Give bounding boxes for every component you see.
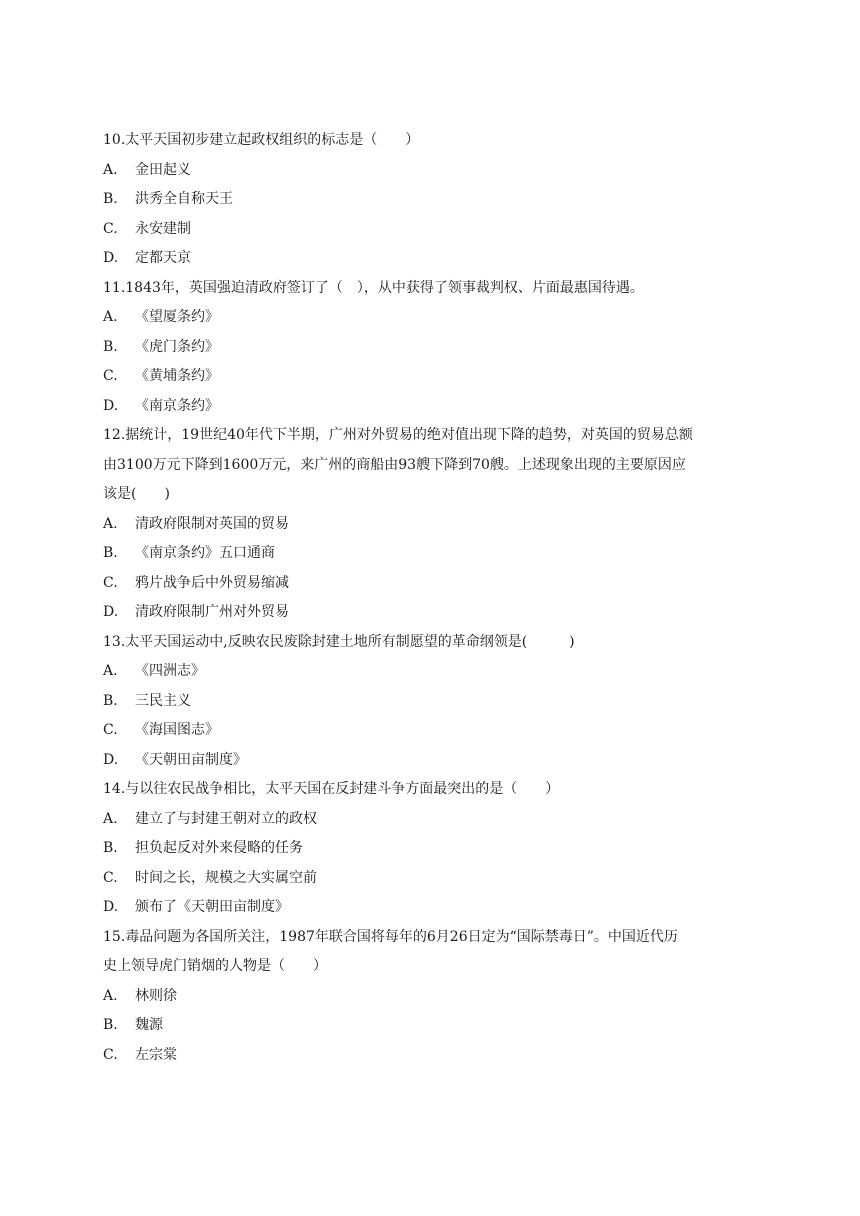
question-12-option-d bbox=[103, 598, 763, 628]
option-text: 建立了与封建王朝对立的政权 bbox=[135, 810, 317, 827]
question-13-option-b bbox=[103, 687, 763, 717]
option-letter: D. bbox=[103, 397, 119, 414]
option-letter: D. bbox=[103, 899, 119, 915]
question-11-option-a bbox=[103, 303, 763, 333]
question-11-option-d bbox=[103, 392, 763, 422]
option-letter: A. bbox=[103, 663, 118, 679]
option-letter: C. bbox=[103, 368, 118, 384]
question-11-stem: 11.1843年，英国强迫清政府签订了（ ），从中获得了领事裁判权、片面最惠国待遇。 bbox=[103, 279, 644, 296]
option-letter: B. bbox=[103, 692, 118, 709]
option-text: 《南京条约》五口通商 bbox=[135, 545, 275, 561]
option-letter: C. bbox=[103, 869, 118, 886]
question-15-stem-line-2: 史上领导虎门销烟的人物是（ ） bbox=[103, 958, 327, 974]
question-13-option-c bbox=[103, 716, 763, 746]
option-text: 时间之长，规模之大实属空前 bbox=[135, 869, 317, 886]
question-15-option-c bbox=[103, 1041, 763, 1071]
option-letter: A. bbox=[103, 515, 118, 532]
option-letter: A. bbox=[103, 810, 118, 827]
question-11-option-b bbox=[103, 333, 763, 363]
option-text: 鸦片战争后中外贸易缩减 bbox=[135, 574, 289, 591]
question-12-option-a bbox=[103, 510, 763, 540]
option-letter: D. bbox=[103, 751, 119, 768]
question-15-option-a bbox=[103, 982, 763, 1012]
option-letter: B. bbox=[103, 1017, 118, 1033]
option-text: 《天朝田亩制度》 bbox=[135, 751, 247, 768]
option-letter: A. bbox=[103, 987, 118, 1004]
question-12-option-c bbox=[103, 569, 763, 599]
option-text: 《南京条约》 bbox=[135, 397, 219, 414]
option-text: 清政府限制对英国的贸易 bbox=[135, 515, 289, 532]
question-13-option-a bbox=[103, 657, 763, 687]
option-letter: C. bbox=[103, 1046, 118, 1063]
option-letter: A. bbox=[103, 161, 118, 178]
question-list bbox=[103, 126, 763, 1070]
option-letter: B. bbox=[103, 191, 118, 207]
option-text: 《四洲志》 bbox=[135, 663, 205, 679]
option-letter: C. bbox=[103, 574, 118, 591]
option-text: 金田起义 bbox=[135, 161, 191, 178]
question-10-option-d bbox=[103, 244, 763, 274]
option-letter: C. bbox=[103, 722, 118, 738]
question-12-stem-line-1: 12.据统计，19世纪40年代下半期，广州对外贸易的绝对值出现下降的趋势，对英国的贸易总额 bbox=[103, 427, 693, 443]
option-text: 林则徐 bbox=[135, 987, 177, 1004]
question-12-stem-line-2: 由3100万元下降到1600万元，来广州的商船由93艘下降到70艘。上述现象出现的主要原因应 bbox=[103, 456, 686, 473]
question-10-option-a bbox=[103, 156, 763, 186]
option-text: 定都天京 bbox=[135, 250, 191, 266]
question-13-option-d bbox=[103, 746, 763, 776]
option-text: 《望厦条约》 bbox=[135, 309, 219, 325]
option-text: 担负起反对外来侵略的任务 bbox=[135, 840, 303, 856]
question-14-option-c bbox=[103, 864, 763, 894]
option-text: 颁布了《天朝田亩制度》 bbox=[135, 899, 289, 915]
option-text: 《海国图志》 bbox=[135, 722, 219, 738]
question-14-stem: 14.与以往农民战争相比，太平天国在反封建斗争方面最突出的是（ ） bbox=[103, 781, 560, 797]
question-14-option-d bbox=[103, 893, 763, 923]
option-text: 洪秀全自称天王 bbox=[135, 191, 233, 207]
option-letter: A. bbox=[103, 309, 118, 325]
option-letter: B. bbox=[103, 338, 118, 355]
question-13-stem: 13.太平天国运动中,反映农民废除封建土地所有制愿望的革命纲领是( ) bbox=[103, 633, 575, 650]
question-14-option-a bbox=[103, 805, 763, 835]
option-text: 《虎门条约》 bbox=[135, 338, 219, 355]
option-letter: D. bbox=[103, 250, 119, 266]
option-letter: D. bbox=[103, 604, 119, 620]
question-15-option-b bbox=[103, 1011, 763, 1041]
option-text: 《黄埔条约》 bbox=[135, 368, 219, 384]
question-10-option-b bbox=[103, 185, 763, 215]
option-letter: C. bbox=[103, 220, 118, 237]
question-14-option-b bbox=[103, 834, 763, 864]
option-text: 左宗棠 bbox=[135, 1046, 177, 1063]
question-10-stem: 10.太平天国初步建立起政权组织的标志是（ ） bbox=[103, 132, 420, 148]
option-text: 魏源 bbox=[135, 1017, 163, 1033]
question-11-option-c bbox=[103, 362, 763, 392]
option-text: 清政府限制广州对外贸易 bbox=[135, 604, 289, 620]
option-letter: B. bbox=[103, 545, 118, 561]
question-12-option-b bbox=[103, 539, 763, 569]
option-letter: B. bbox=[103, 840, 118, 856]
option-text: 永安建制 bbox=[135, 220, 191, 237]
question-10-option-c bbox=[103, 215, 763, 245]
question-12-stem-line-3: 该是( ) bbox=[103, 486, 170, 502]
question-15-stem-line-1: 15.毒品问题为各国所关注，1987年联合国将每年的6月26日定为“国际禁毒日”。中国近代历 bbox=[103, 928, 678, 945]
option-text: 三民主义 bbox=[135, 692, 191, 709]
